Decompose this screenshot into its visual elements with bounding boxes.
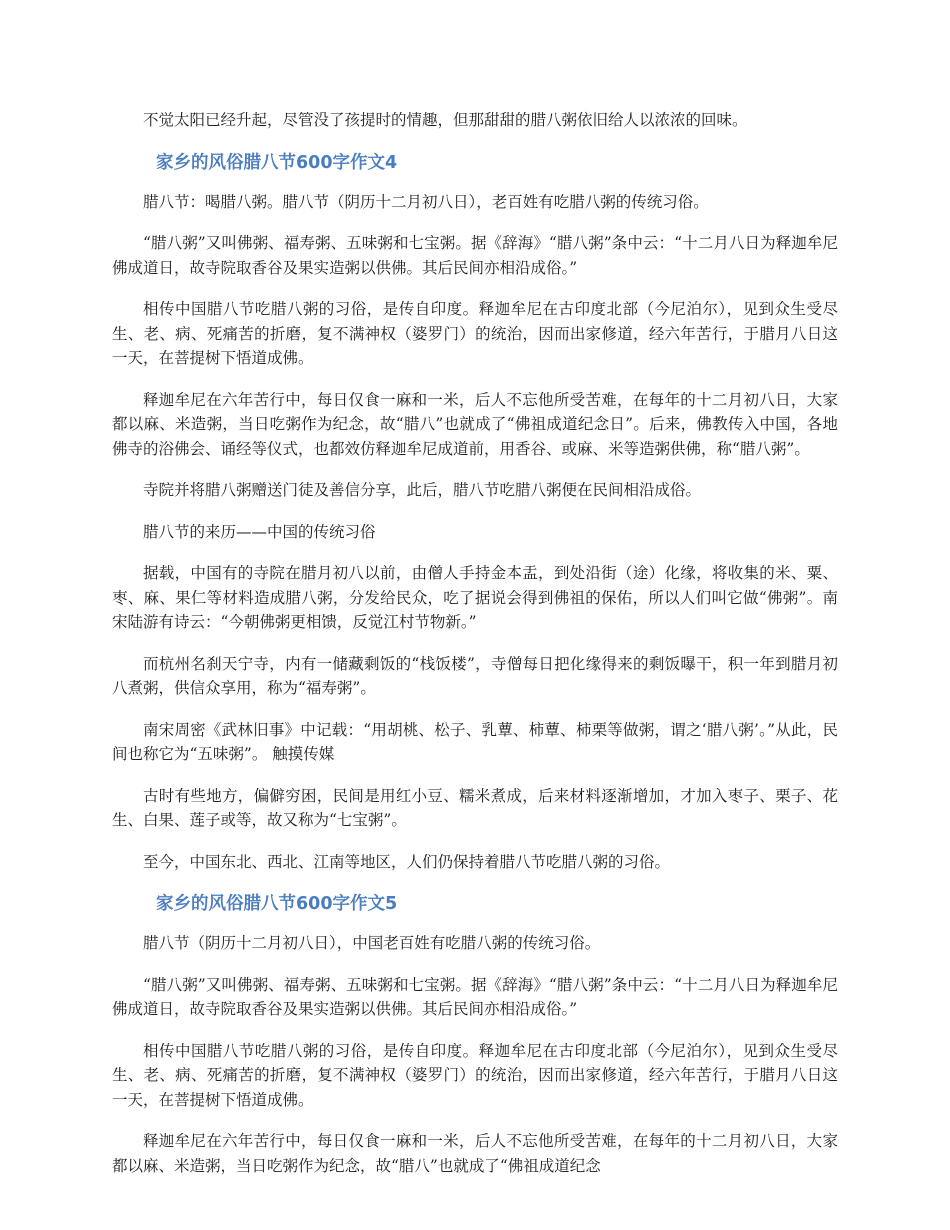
paragraph: “腊八粥”又叫佛粥、福寿粥、五味粥和七宝粥。据《辞海》“腊八粥”条中云：“十二月八日为释迦牟尼佛成道日，故寺院取香谷及果实造粥以供佛。其后民间亦相沿成俗。”: [112, 975, 838, 1018]
paragraph: 腊八节：喝腊八粥。腊八节（阴历十二月初八日），老百姓有吃腊八粥的传统习俗。: [143, 192, 709, 211]
paragraph: 释迦牟尼在六年苦行中，每日仅食一麻和一米，后人不忘他所受苦难，在每年的十二月初八日，大家都以麻、米造粥，当日吃粥作为纪念，故“腊八”也就成了“佛祖成道纪念日”。后来，佛教传入中国，各地佛寺的浴佛会、诵经等仪式，也都效仿释迦牟尼成道前，用香谷、或麻、米等造粥供佛，称“腊八粥”。: [112, 390, 838, 458]
paragraph: 据载，中国有的寺院在腊月初八以前，由僧人手持金本盂，到处沿街（途）化缘，将收集的米、粟、枣、麻、果仁等材料造成腊八粥，分发给民众，吃了据说会得到佛祖的保佑，所以人们叫它做“佛粥”。南宋陆游有诗云：“今朝佛粥更相馈，反觉江村节物新。”: [112, 564, 838, 631]
paragraph: 相传中国腊八节吃腊八粥的习俗，是传自印度。释迦牟尼在古印度北部（今尼泊尔），见到众生受尽生、老、病、死痛苦的折磨，复不满神权（婆罗门）的统治，因而出家修道，经六年苦行，于腊月八日这一天，在菩提树下悟道成佛。: [112, 300, 838, 367]
paragraph: 腊八节（阴历十二月初八日），中国老百姓有吃腊八粥的传统习俗。: [143, 934, 601, 952]
paragraph: 相传中国腊八节吃腊八粥的习俗，是传自印度。释迦牟尼在古印度北部（今尼泊尔），见到众生受尽生、老、病、死痛苦的折磨，复不满神权（婆罗门）的统治，因而出家修道，经六年苦行，于腊月八日这一天，在菩提树下悟道成佛。: [112, 1041, 838, 1109]
section-heading: 家乡的风俗腊八节600字作文4: [156, 152, 398, 173]
paragraph: 至今，中国东北、西北、江南等地区，人们仍保持着腊八节吃腊八粥的习俗。: [143, 852, 671, 871]
paragraph: 腊八节的来历——中国的传统习俗: [143, 522, 376, 541]
paragraph: 而杭州名刹天宁寺，内有一储藏剩饭的“栈饭楼”，寺僧每日把化缘得来的剩饭曝干，积一年到腊月初八煮粥，供信众享用，称为“福寿粥”。: [112, 654, 838, 697]
paragraph: 不觉太阳已经升起，尽管没了孩提时的情趣，但那甜甜的腊八粥依旧给人以浓浓的回味。: [143, 111, 748, 129]
section-heading: 家乡的风俗腊八节600字作文5: [156, 894, 398, 914]
paragraph: 南宋周密《武林旧事》中记载：“用胡桃、松子、乳蕈、柿蕈、柿栗等做粥，谓之‘腊八粥’。”从此，民间也称它为“五味粥”。 触摸传媒: [112, 720, 838, 763]
paragraph: “腊八粥”又叫佛粥、福寿粥、五味粥和七宝粥。据《辞海》“腊八粥”条中云：“十二月八日为释迦牟尼佛成道日，故寺院取香谷及果实造粥以供佛。其后民间亦相沿成俗。”: [112, 234, 838, 277]
paragraph: 古时有些地方，偏僻穷困，民间是用红小豆、糯米煮成，后来材料逐渐增加，才加入枣子、栗子、花生、白果、莲子或等，故又称为“七宝粥”。: [112, 786, 838, 829]
paragraph: 寺院并将腊八粥赠送门徒及善信分享，此后，腊八节吃腊八粥便在民间相沿成俗。: [143, 481, 702, 499]
paragraph: 释迦牟尼在六年苦行中，每日仅食一麻和一米，后人不忘他所受苦难，在每年的十二月初八日，大家都以麻、米造粥，当日吃粥作为纪念，故“腊八”也就成了“佛祖成道纪念: [112, 1132, 838, 1175]
